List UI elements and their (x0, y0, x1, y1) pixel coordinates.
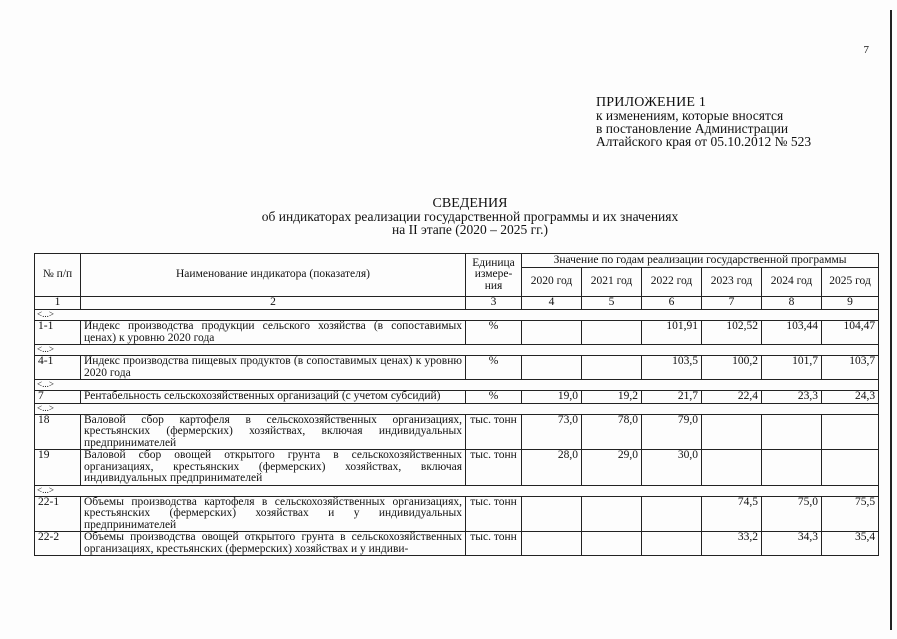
indicator-value: 75,0 (762, 496, 822, 532)
indicator-name: Объемы производства овощей открытого грунта в сельскохозяйственных организациях, крестьянских (фермерских) хозяйствах и у индиви- (81, 532, 466, 556)
appendix-line: к изменениям, которые вносятся (596, 108, 784, 123)
document-subtitle-line1: об индикаторах реализации государственной программы и их значениях (261, 209, 679, 224)
indicator-name: Объемы производства картофеля в сельскохозяйственных организациях, крестьянских (фермерских) хозяйствах и у индивидуальных предпринимателей (81, 496, 466, 532)
document-title: СВЕДЕНИЯ (432, 196, 508, 211)
indicator-value (582, 532, 642, 556)
indicator-value: 75,5 (822, 496, 879, 532)
column-index: 6 (642, 297, 702, 310)
indicator-value (822, 450, 879, 486)
separator-mark: <...> (35, 380, 879, 391)
column-index: 7 (702, 297, 762, 310)
indicator-value (702, 450, 762, 486)
separator-row (35, 403, 879, 414)
indicator-value (582, 496, 642, 532)
separator-mark: <...> (35, 403, 879, 414)
indicator-value (522, 532, 582, 556)
indicator-unit: тыс. тонн (466, 532, 522, 556)
separator-mark: <...> (35, 310, 879, 321)
appendix-line: в постановление Администрации (596, 121, 789, 136)
indicator-value (702, 414, 762, 450)
separator-row (35, 485, 879, 496)
indicator-number: 18 (35, 414, 81, 450)
column-index: 5 (582, 297, 642, 310)
indicator-name: Рентабельность сельскохозяйственных организаций (с учетом субсидий) (81, 391, 466, 404)
indicator-unit: % (466, 321, 522, 345)
indicator-value: 23,3 (762, 391, 822, 404)
indicator-value (642, 496, 702, 532)
appendix-title: ПРИЛОЖЕНИЕ 1 (596, 95, 707, 110)
header-unit: Единица измере-ния (466, 254, 522, 297)
indicator-value: 29,0 (582, 450, 642, 486)
indicator-value: 100,2 (702, 356, 762, 380)
indicator-value: 101,91 (642, 321, 702, 345)
header-year: 2021 год (582, 268, 642, 297)
indicator-name: Индекс производства пищевых продуктов (в сопоставимых ценах) к уровню 2020 года (81, 356, 466, 380)
indicator-value: 103,5 (642, 356, 702, 380)
indicator-name: Индекс производства продукции сельского хозяйства (в сопоставимых ценах) к уровню 2020 года (81, 321, 466, 345)
indicator-unit: тыс. тонн (466, 414, 522, 450)
table-row (35, 391, 879, 404)
indicator-value: 24,3 (822, 391, 879, 404)
indicator-value: 78,0 (582, 414, 642, 450)
table-row (35, 414, 879, 450)
header-year: 2025 год (822, 268, 879, 297)
indicator-value (822, 414, 879, 450)
header-year: 2022 год (642, 268, 702, 297)
appendix-line: Алтайского края от 05.10.2012 № 523 (596, 134, 812, 149)
indicator-value: 79,0 (642, 414, 702, 450)
indicator-name: Валовой сбор овощей открытого грунта в сельскохозяйственных организациях, крестьянских (фермерских) хозяйствах, включая индивидуальных предпринимателей (81, 450, 466, 486)
indicator-unit: % (466, 356, 522, 380)
column-index: 8 (762, 297, 822, 310)
indicator-value: 21,7 (642, 391, 702, 404)
header-values-group: Значение по годам реализации государственной программы (522, 254, 879, 268)
indicator-name: Валовой сбор картофеля в сельскохозяйственных организациях, крестьянских (фермерских) хозяйствах, включая индивидуальных предпринимателей (81, 414, 466, 450)
column-index: 1 (35, 297, 81, 310)
separator-mark: <...> (35, 345, 879, 356)
indicator-number: 22-1 (35, 496, 81, 532)
indicator-value (642, 532, 702, 556)
indicator-value (762, 450, 822, 486)
indicator-value: 101,7 (762, 356, 822, 380)
indicator-value: 35,4 (822, 532, 879, 556)
indicator-value: 74,5 (702, 496, 762, 532)
table-row (35, 356, 879, 380)
indicator-value: 104,47 (822, 321, 879, 345)
indicator-value: 34,3 (762, 532, 822, 556)
separator-mark: <...> (35, 485, 879, 496)
header-year: 2023 год (702, 268, 762, 297)
indicator-value: 22,4 (702, 391, 762, 404)
header-name: Наименование индикатора (показателя) (81, 254, 466, 297)
indicator-number: 22-2 (35, 532, 81, 556)
header-year: 2020 год (522, 268, 582, 297)
column-index: 3 (466, 297, 522, 310)
indicator-value (522, 321, 582, 345)
indicator-value (762, 414, 822, 450)
column-index: 2 (81, 297, 466, 310)
indicator-value: 73,0 (522, 414, 582, 450)
indicators-table (34, 253, 879, 556)
indicator-unit: тыс. тонн (466, 450, 522, 486)
indicator-unit: % (466, 391, 522, 404)
indicator-value (582, 321, 642, 345)
indicator-number: 1-1 (35, 321, 81, 345)
separator-row (35, 310, 879, 321)
column-index: 9 (822, 297, 879, 310)
column-index: 4 (522, 297, 582, 310)
indicator-value (582, 356, 642, 380)
separator-row (35, 345, 879, 356)
scan-edge-line (890, 10, 892, 630)
table-row (35, 321, 879, 345)
indicator-value: 102,52 (702, 321, 762, 345)
indicator-value (522, 496, 582, 532)
header-year: 2024 год (762, 268, 822, 297)
indicator-number: 4-1 (35, 356, 81, 380)
document-subtitle-line2: на II этапе (2020 – 2025 гг.) (391, 222, 548, 237)
appendix-block (596, 96, 811, 148)
table-row (35, 532, 879, 556)
table-row (35, 496, 879, 532)
document-heading (180, 197, 760, 236)
indicator-value: 28,0 (522, 450, 582, 486)
indicator-value: 103,7 (822, 356, 879, 380)
page-number: 7 (863, 44, 869, 56)
indicator-value: 19,2 (582, 391, 642, 404)
indicator-value: 30,0 (642, 450, 702, 486)
indicator-value: 103,44 (762, 321, 822, 345)
table-row (35, 450, 879, 486)
separator-row (35, 380, 879, 391)
indicator-value (522, 356, 582, 380)
indicator-value: 33,2 (702, 532, 762, 556)
indicator-number: 7 (35, 391, 81, 404)
header-num: № п/п (35, 254, 81, 297)
indicator-unit: тыс. тонн (466, 496, 522, 532)
indicator-number: 19 (35, 450, 81, 486)
indicator-value: 19,0 (522, 391, 582, 404)
